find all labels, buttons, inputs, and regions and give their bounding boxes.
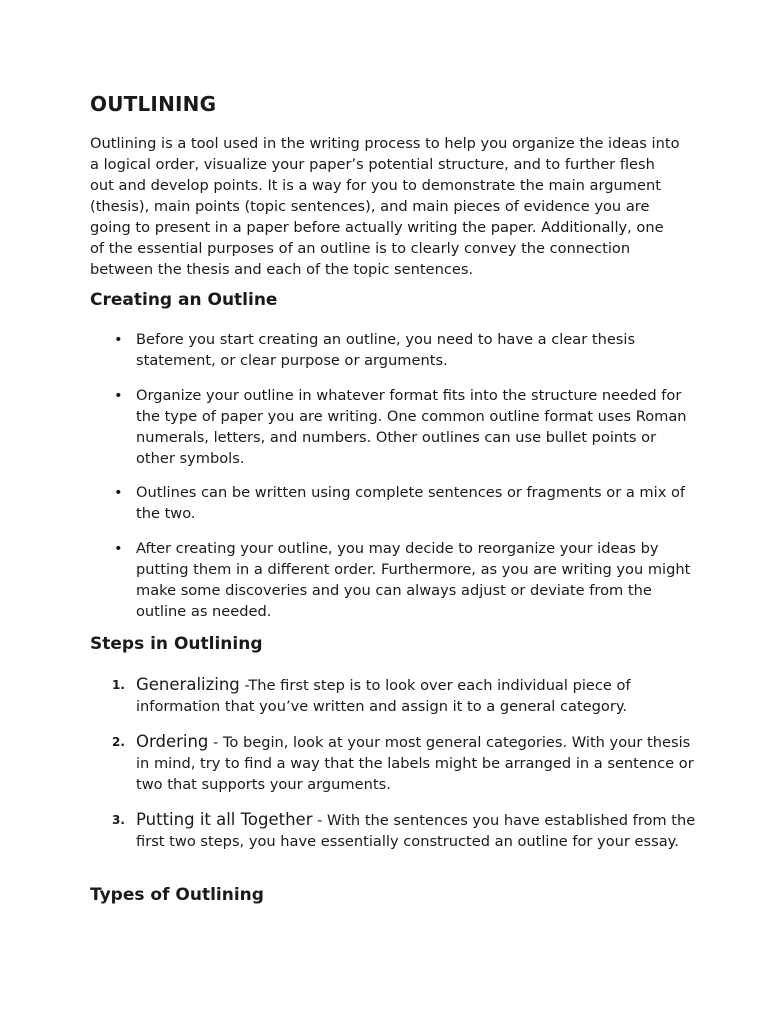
step-number: 2. [112, 735, 125, 749]
list-item-text: Organize your outline in whatever format fits into the structure needed for the type of paper you are writing. One common outline format uses Roman numerals, letters, and numbers. Other outlines can use bullet points or other symbols. [136, 387, 687, 467]
list-item [0, 385, 696, 469]
step-item [0, 731, 696, 795]
list-item [0, 329, 696, 371]
steps-heading: Steps in Outlining [90, 634, 263, 654]
types-heading: Types of Outlining [90, 885, 264, 905]
intro-paragraph: Outlining is a tool used in the writing process to help you organize the ideas into a logical order, visualize your paper’s potential structure, and to further flesh out and develop points. It is a way for you to demonstrate the main argument (thesis), main points (topic sentences), and main pieces of evidence you are going to present in a paper before actually writing the paper. Additionally, one of the essential purposes of an outline is to clearly convey the connection between the thesis and each of the topic sentences. [90, 135, 680, 278]
step-text: - To begin, look at your most general categories. With your thesis in mind, try to find a way that the labels might be arranged in a sentence or two that supports your arguments. [136, 734, 694, 793]
step-term: Putting it all Together [136, 810, 313, 829]
creating-outline-heading: Creating an Outline [90, 290, 278, 310]
step-term: Ordering [136, 732, 209, 751]
step-number: 3. [112, 813, 125, 827]
list-item-text: After creating your outline, you may decide to reorganize your ideas by putting them in a different order. Furthermore, as you are writing you might make some discoveries and you can always adjust or deviate from the outline as needed. [136, 540, 691, 620]
step-item [0, 674, 696, 717]
step-term: Generalizing [136, 675, 240, 694]
step-text: - With the sentences you have established from the first two steps, you have essentially constructed an outline for your essay. [136, 812, 696, 850]
step-item [0, 809, 696, 852]
step-text: -The first step is to look over each individual piece of information that you’ve written and assign it to a general category. [136, 677, 631, 715]
bullet-icon: • [114, 540, 123, 557]
list-item-text: Outlines can be written using complete sentences or fragments or a mix of the two. [136, 484, 686, 522]
list-item [0, 538, 696, 622]
list-item [0, 482, 696, 524]
bullet-icon: • [114, 387, 123, 404]
bullet-icon: • [114, 331, 123, 348]
step-number: 1. [112, 678, 125, 692]
document-title: OUTLINING [90, 92, 217, 116]
bullet-icon: • [114, 484, 123, 501]
list-item-text: Before you start creating an outline, you need to have a clear thesis statement, or clear purpose or arguments. [136, 331, 636, 369]
